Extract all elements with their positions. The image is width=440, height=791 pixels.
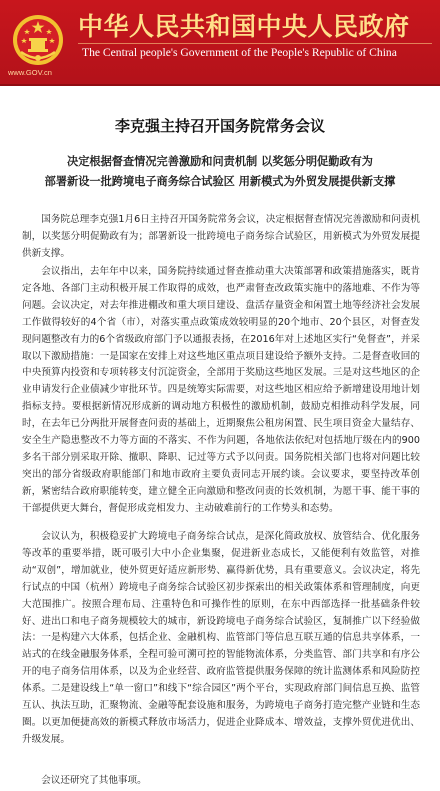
article-title: 李克强主持召开国务院常务会议 [114,117,325,135]
site-title-cn[interactable]: 中华人民共和国中央人民政府 [78,12,410,41]
article-body [0,88,440,791]
site-header [0,0,440,86]
header-divider [78,43,432,44]
article-subtitle-2: 部署新设一批跨境电子商务综合试验区 用新模式为外贸发展提供新支撑 [44,175,396,188]
article-paragraph-2: 会议指出，去年年中以来，国务院持续通过督查推动重大决策部署和政策措施落实，既肯定各地、各部门主动积极开展工作取得的成效，也严肃督查改政策实施中的落地难、不作为等问题。会议决定，对去年推进棚改和重大项目建设、盘活存量资金和闲置土地等经济社会发展工作做得较好的4个省（市），对落实重点政策成效较明显的20个地市、20个县区，对督查发现问题整改有力的6个省级政府部门予以通报表扬，在2016年对上述地区实行“免督查”，并采取以下激励措施：一是国家在安排上对这些地区重点项目建设给予额外支持。二是督查收回的中央预算内投资和专项转移支付沉淀资金，全部用于奖励这些地区发展。三是对这些地区的企业申请发行企业债减少审批环节。四是统筹实际需要，对这些地区相应给予新增建设用地计划指标支持。要根据新情况形成新的调动地方积极性的激励机制，鼓励克相推动科学发展，同时，在去年已分两批开展督查问责的基础上，近期聚焦公租房闲置、民生项目资金大量结存、安全生产隐患整改不力等方面的不落实、不作为问题，各地依法依纪对包括地厅级在内的900多名干部分别采取开除、撤职、降职、记过等方式予以问责。国务院相关部门也将对问题比较突出的部分省级政府职能部门和地市政府主要负责同志开展约谈。会议要求，要坚持改革创新，紧密结合政府职能转变，建立健全正向激励和整改问责的长效机制，为愿干事、能干事的干部提供更大舞台，督促形成竞相发力、主动破难前行的工作势头和态势。 [22,266,420,514]
article-paragraph-4: 会议还研究了其他事项。 [41,775,147,786]
site-title-en: The Central people's Government of the People's Republic of China [82,46,397,59]
national-emblem-icon [12,14,64,66]
article-paragraph-3: 会议认为，积极稳妥扩大跨境电子商务综合试点，是深化简政放权、放管结合、优化服务等改革的重要举措，既可吸引大中小企业集聚，促进新业态成长，又能便利有效监管，对推动“双创”，增加就业，使外贸更好适应新形势、赢得新优势，具有重要意义。会议决定，将先行试点的中国（杭州）跨境电子商务综合试验区初步探索出的相关政策体系和管理制度，向更大范围推广。按照合理布局、注重特色和可操作性的原则，在东中西部选择一批基础条件较好、进出口和电子商务规模较大的城市，新设跨境电子商务综合试验区，复制推广以下经验做法：一是构建六大体系，包括企业、金融机构、监管部门等信息互联互通的信息共享体系，一站式的在线金融服务体系，全程可验可溯可控的智能物流体系，分类监管、部门共享和有序公开的电子商务信用体系，以及为企业经营、政府监管提供服务保障的统计监测体系和风险防控体系。二是建设线上“单一窗口”和线下“综合园区”两个平台，实现政府部门间信息互换、监管互认、执法互助，汇聚物流、金融等配套设施和服务，为跨境电子商务打造完整产业链和生态圈。以更加便捷高效的新模式释放市场活力，促进企业降成本、增效益，支撑外贸优进优出、升级发展。 [22,531,420,745]
article-subtitle-1: 决定根据督查情况完善激励和问责机制 以奖惩分明促勤政有为 [67,155,373,168]
site-url[interactable]: www.GOV.cn [8,68,52,77]
article-paragraph-1: 国务院总理李克强1月6日主持召开国务院常务会议，决定根据督查情况完善激励和问责机制，以奖惩分明促勤政有为；部署新设一批跨境电子商务综合试验区，用新模式为外贸发展提供新支撑。 [22,214,420,259]
